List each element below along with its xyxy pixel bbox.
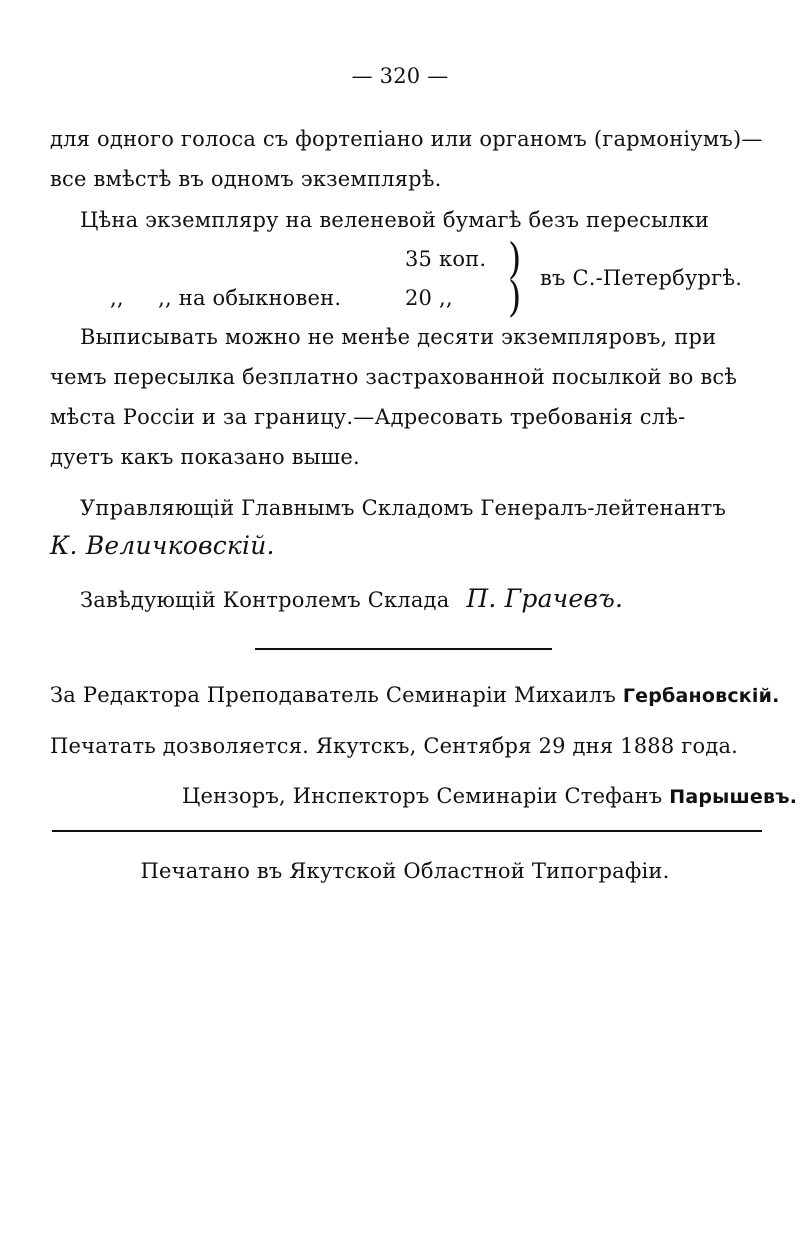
censor-text: Цензоръ, Инспекторъ Семинаріи Стефанъ <box>182 784 663 808</box>
editor-text: За Редактора Преподаватель Семинаріи Михаилъ <box>50 683 616 707</box>
long-divider <box>52 830 762 832</box>
para2-line2: чемъ пересылка безплатно застрахованной посылкой во всѣ <box>50 365 738 389</box>
price-city: въ С.-Петербургѣ. <box>540 266 743 290</box>
brace-top: ) <box>508 234 522 284</box>
price-row2-amount: 20 ,, <box>405 286 453 310</box>
para2-line4: дуетъ какъ показано выше. <box>50 445 360 469</box>
para1-line1-text: для одного голоса съ фортепіано или органомъ (гармоніумъ)— <box>50 127 763 151</box>
price-row1-amount: 35 коп. <box>405 247 487 271</box>
price-row2-label: ,, ,, на обыкновен. <box>110 286 342 310</box>
manager-title: Управляющій Главнымъ Складомъ Генералъ-лейтенантъ <box>80 496 727 520</box>
para1-line2: все вмѣстѣ въ одномъ экземплярѣ. <box>50 167 442 191</box>
para1-line1 <box>50 125 762 153</box>
page-number: — 320 — <box>351 64 449 88</box>
censor-line <box>182 782 797 811</box>
para2-line3: мѣста Россіи и за границу.—Адресовать требованія слѣ- <box>50 405 686 429</box>
short-divider <box>255 648 552 650</box>
price-intro: Цѣна экземпляру на веленевой бумагѣ безъ пересылки <box>80 208 710 232</box>
editor-name: Гербановскій. <box>622 685 780 707</box>
controller-line <box>80 585 623 614</box>
censor-name: Парышевъ. <box>669 786 798 808</box>
editor-line <box>50 681 780 710</box>
brace-bottom: ) <box>508 272 522 322</box>
para2-line1: Выписывать можно не менѣе десяти экземпляровъ, при <box>80 325 717 349</box>
printer-line: Печатано въ Якутской Областной Типографіи. <box>140 859 670 883</box>
controller-signature: П. Грачевъ. <box>466 584 624 613</box>
controller-title: Завѣдующій Контролемъ Склада <box>80 588 450 612</box>
manager-signature: К. Величковскій. <box>50 531 275 560</box>
permission-line: Печатать дозволяется. Якутскъ, Сентября 29 дня 1888 года. <box>50 734 739 758</box>
